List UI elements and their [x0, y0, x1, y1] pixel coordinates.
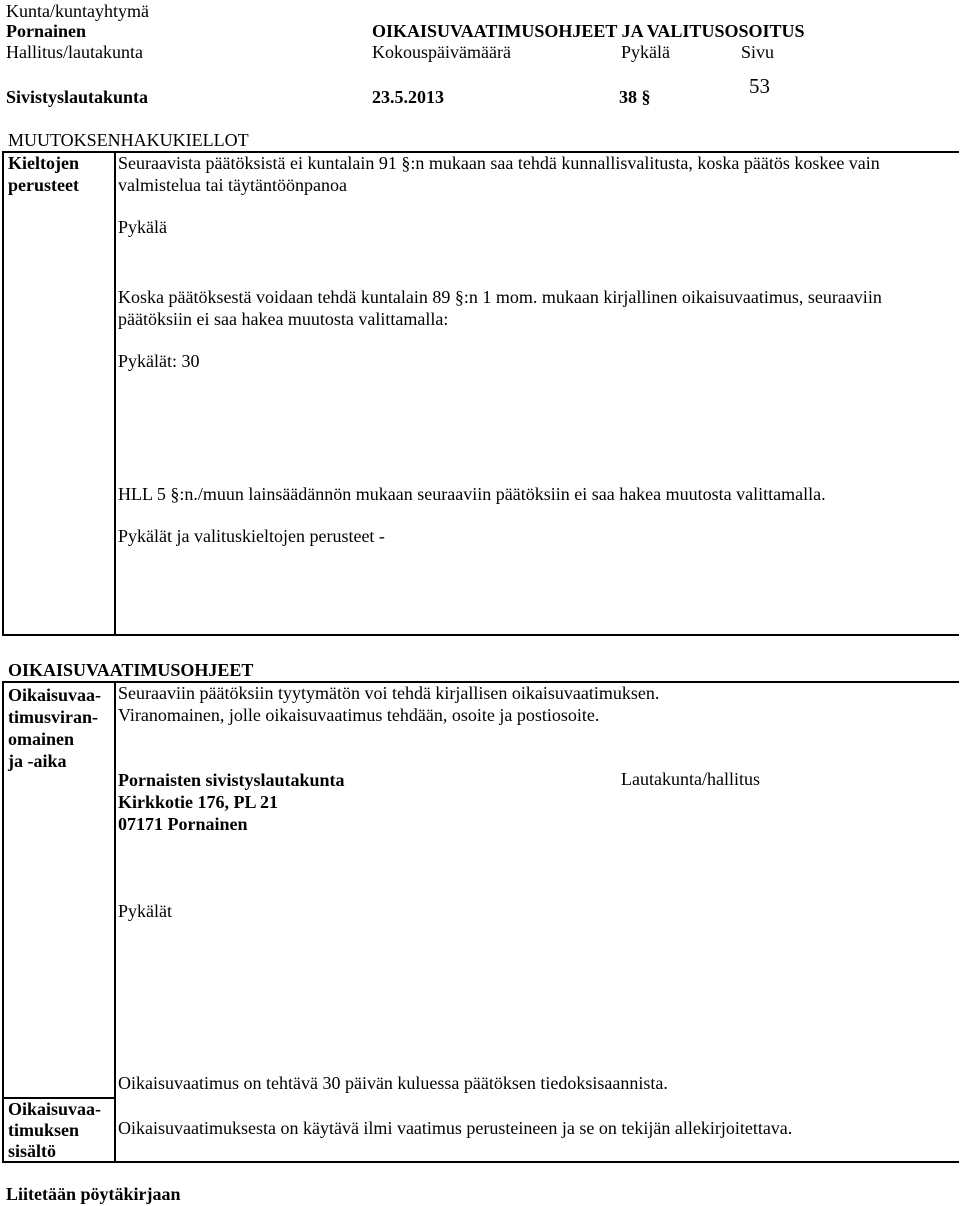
column-divider — [114, 151, 116, 636]
deadline-line: Oikaisuvaatimus on tehtävä 30 päivän kuluessa päätöksen tiedoksisaannista. — [118, 1073, 668, 1093]
pykala-label: Pykälä — [118, 217, 167, 237]
content-line: Oikaisuvaatimuksesta on käytävä ilmi vaatimus perusteineen ja se on tekijän allekirjoitettava. — [118, 1118, 793, 1138]
instructions-bottom-rule — [2, 1161, 959, 1163]
instructions-left-border — [2, 681, 4, 1163]
instruction-line-2: Viranomainen, jolle oikaisuvaatimus tehdään, osoite ja postiosoite. — [118, 705, 600, 725]
meeting-date: 23.5.2013 — [372, 87, 444, 107]
instruction-line-1: Seuraaviin päätöksiin tyytymätön voi tehdä kirjallisen oikaisuvaatimuksen. — [118, 683, 660, 703]
document-title: OIKAISUVAATIMUSOHJEET JA VALITUSOSOITUS — [372, 21, 805, 41]
authority-label: Oikaisuvaa- timusviran- omainen ja -aika — [8, 685, 102, 771]
org-label: Kunta/kuntayhtymä — [6, 1, 149, 21]
intro-text-line-2: valmistelua tai täytäntöönpanoa — [118, 175, 347, 195]
appeal-bans-heading: MUUTOKSENHAKUKIELLOT — [8, 130, 249, 150]
grounds-label: Kieltojen perusteet — [8, 153, 79, 195]
org-name: Pornainen — [6, 21, 87, 41]
section-number: 38 § — [619, 87, 651, 107]
koska-text-line-2: päätöksiin ei saa hakea muutosta valittamalla: — [118, 309, 449, 329]
intro-text-line-1: Seuraavista päätöksistä ei kuntalain 91 §:n mukaan saa tehdä kunnallisvalitusta, koska päätös koskee vain — [118, 153, 880, 173]
content-label: Oikaisuvaa- timuksen sisältö — [8, 1099, 102, 1161]
section-bottom-rule — [2, 634, 959, 636]
page-number: 53 — [749, 74, 770, 98]
body-value: Sivistyslautakunta — [6, 87, 149, 107]
lautakunta-label: Lautakunta/hallitus — [621, 769, 760, 789]
body-label: Hallitus/lautakunta — [6, 42, 143, 62]
attachment-note: Liitetään pöytäkirjaan — [6, 1184, 181, 1204]
pykalat-label: Pykälät — [118, 901, 172, 921]
instructions-column-divider — [114, 681, 116, 1163]
instructions-heading: OIKAISUVAATIMUSOHJEET — [8, 660, 254, 680]
date-label: Kokouspäivämäärä — [372, 42, 511, 62]
hll-line: HLL 5 §:n./muun lainsäädännön mukaan seuraaviin päätöksiin ei saa hakea muutosta valittamalla. — [118, 484, 826, 504]
authority-address: Pornaisten sivistyslautakunta Kirkkotie 176, PL 21 07171 Pornainen — [118, 770, 345, 834]
section-label: Pykälä — [621, 42, 670, 62]
pykalat-perusteet-line: Pykälät ja valituskieltojen perusteet - — [118, 526, 385, 546]
pykalat-line: Pykälät: 30 — [118, 351, 200, 371]
left-border — [2, 151, 4, 636]
page-label: Sivu — [741, 42, 775, 62]
koska-text-line-1: Koska päätöksestä voidaan tehdä kuntalain 89 §:n 1 mom. mukaan kirjallinen oikaisuvaatimus, seuraaviin — [118, 287, 882, 307]
